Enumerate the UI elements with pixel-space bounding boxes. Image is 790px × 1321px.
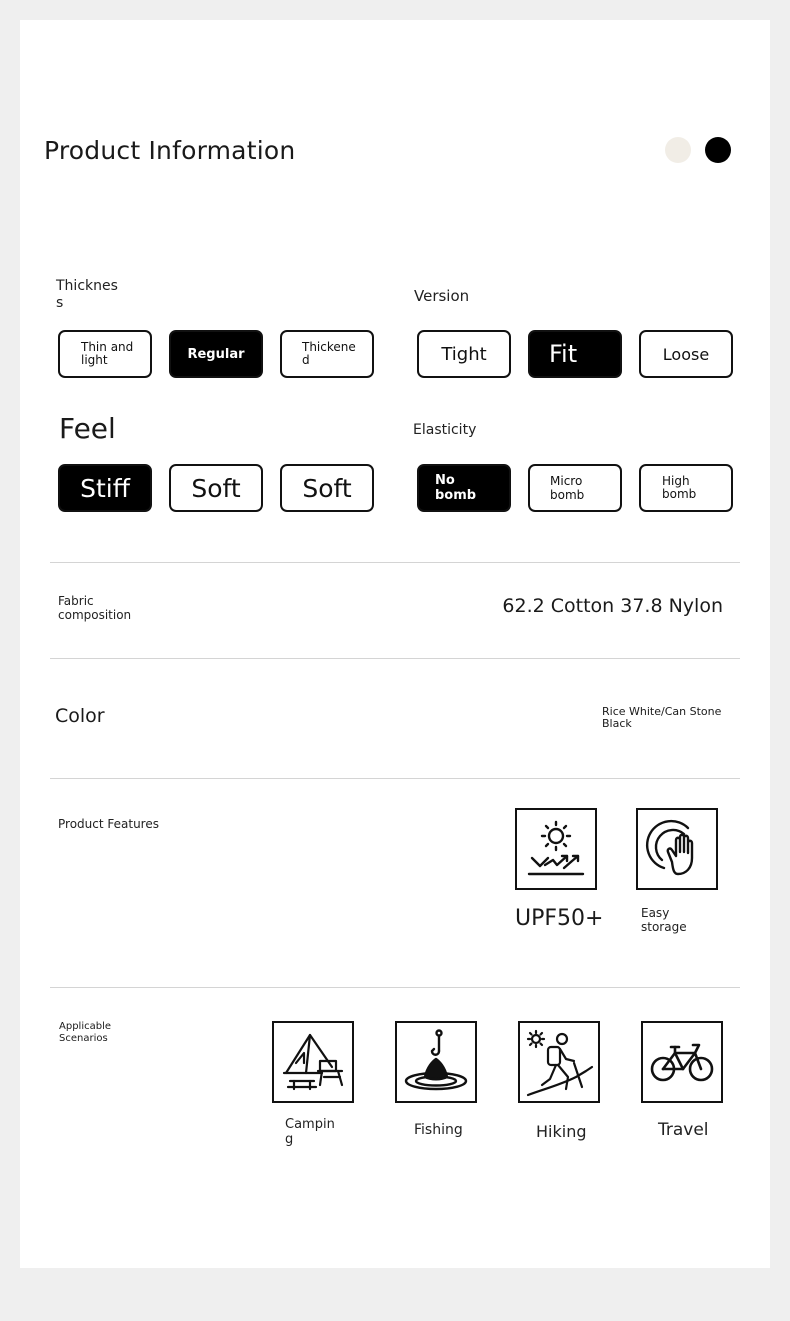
feel-option-soft[interactable]: Soft bbox=[169, 464, 263, 512]
fabric-composition-value: 62.2 Cotton 37.8 Nylon bbox=[502, 595, 723, 617]
fabric-composition-label: Fabric composition bbox=[58, 594, 132, 622]
fishing-icon bbox=[395, 1021, 477, 1103]
divider bbox=[50, 987, 740, 988]
elasticity-option-no-bomb[interactable]: No bomb bbox=[417, 464, 511, 512]
color-swatch-rice-white[interactable] bbox=[665, 137, 691, 163]
color-value: Rice White/Can Stone Black bbox=[602, 705, 722, 730]
applicable-scenarios-label: Applicable Scenarios bbox=[59, 1021, 111, 1044]
scenario-label-fishing: Fishing bbox=[414, 1122, 463, 1138]
divider bbox=[50, 562, 740, 563]
feature-label-upf50: UPF50+ bbox=[515, 906, 604, 931]
divider bbox=[50, 778, 740, 779]
version-option-loose[interactable]: Loose bbox=[639, 330, 733, 378]
scenario-label-travel: Travel bbox=[658, 1120, 709, 1140]
scenario-label-hiking: Hiking bbox=[536, 1122, 587, 1141]
divider bbox=[50, 658, 740, 659]
thickness-option-thin-and-light[interactable]: Thin and light bbox=[58, 330, 152, 378]
hiking-icon bbox=[518, 1021, 600, 1103]
hand-folding-icon bbox=[636, 808, 718, 890]
color-swatch-black[interactable] bbox=[705, 137, 731, 163]
feel-option-stiff[interactable]: Stiff bbox=[58, 464, 152, 512]
elasticity-option-micro-bomb[interactable]: Micro bomb bbox=[528, 464, 622, 512]
version-option-fit[interactable]: Fit bbox=[528, 330, 622, 378]
version-label: Version bbox=[414, 287, 470, 305]
thickness-label: Thicknes s bbox=[56, 278, 118, 311]
bicycle-icon bbox=[641, 1021, 723, 1103]
feel-label: Feel bbox=[59, 412, 116, 445]
product-info-card bbox=[20, 20, 770, 1268]
scenario-label-camping: Campin g bbox=[285, 1117, 335, 1147]
thickness-option-thickened[interactable]: Thickene d bbox=[280, 330, 374, 378]
elasticity-option-high-bomb[interactable]: High bomb bbox=[639, 464, 733, 512]
page-title: Product Information bbox=[44, 136, 296, 165]
product-features-label: Product Features bbox=[58, 817, 159, 831]
sun-uv-icon bbox=[515, 808, 597, 890]
feel-option-soft-2[interactable]: Soft bbox=[280, 464, 374, 512]
color-label: Color bbox=[55, 705, 105, 727]
camping-icon bbox=[272, 1021, 354, 1103]
thickness-option-regular[interactable]: Regular bbox=[169, 330, 263, 378]
feature-label-easy-storage: Easy storage bbox=[641, 906, 687, 934]
version-option-tight[interactable]: Tight bbox=[417, 330, 511, 378]
elasticity-label: Elasticity bbox=[413, 422, 477, 438]
